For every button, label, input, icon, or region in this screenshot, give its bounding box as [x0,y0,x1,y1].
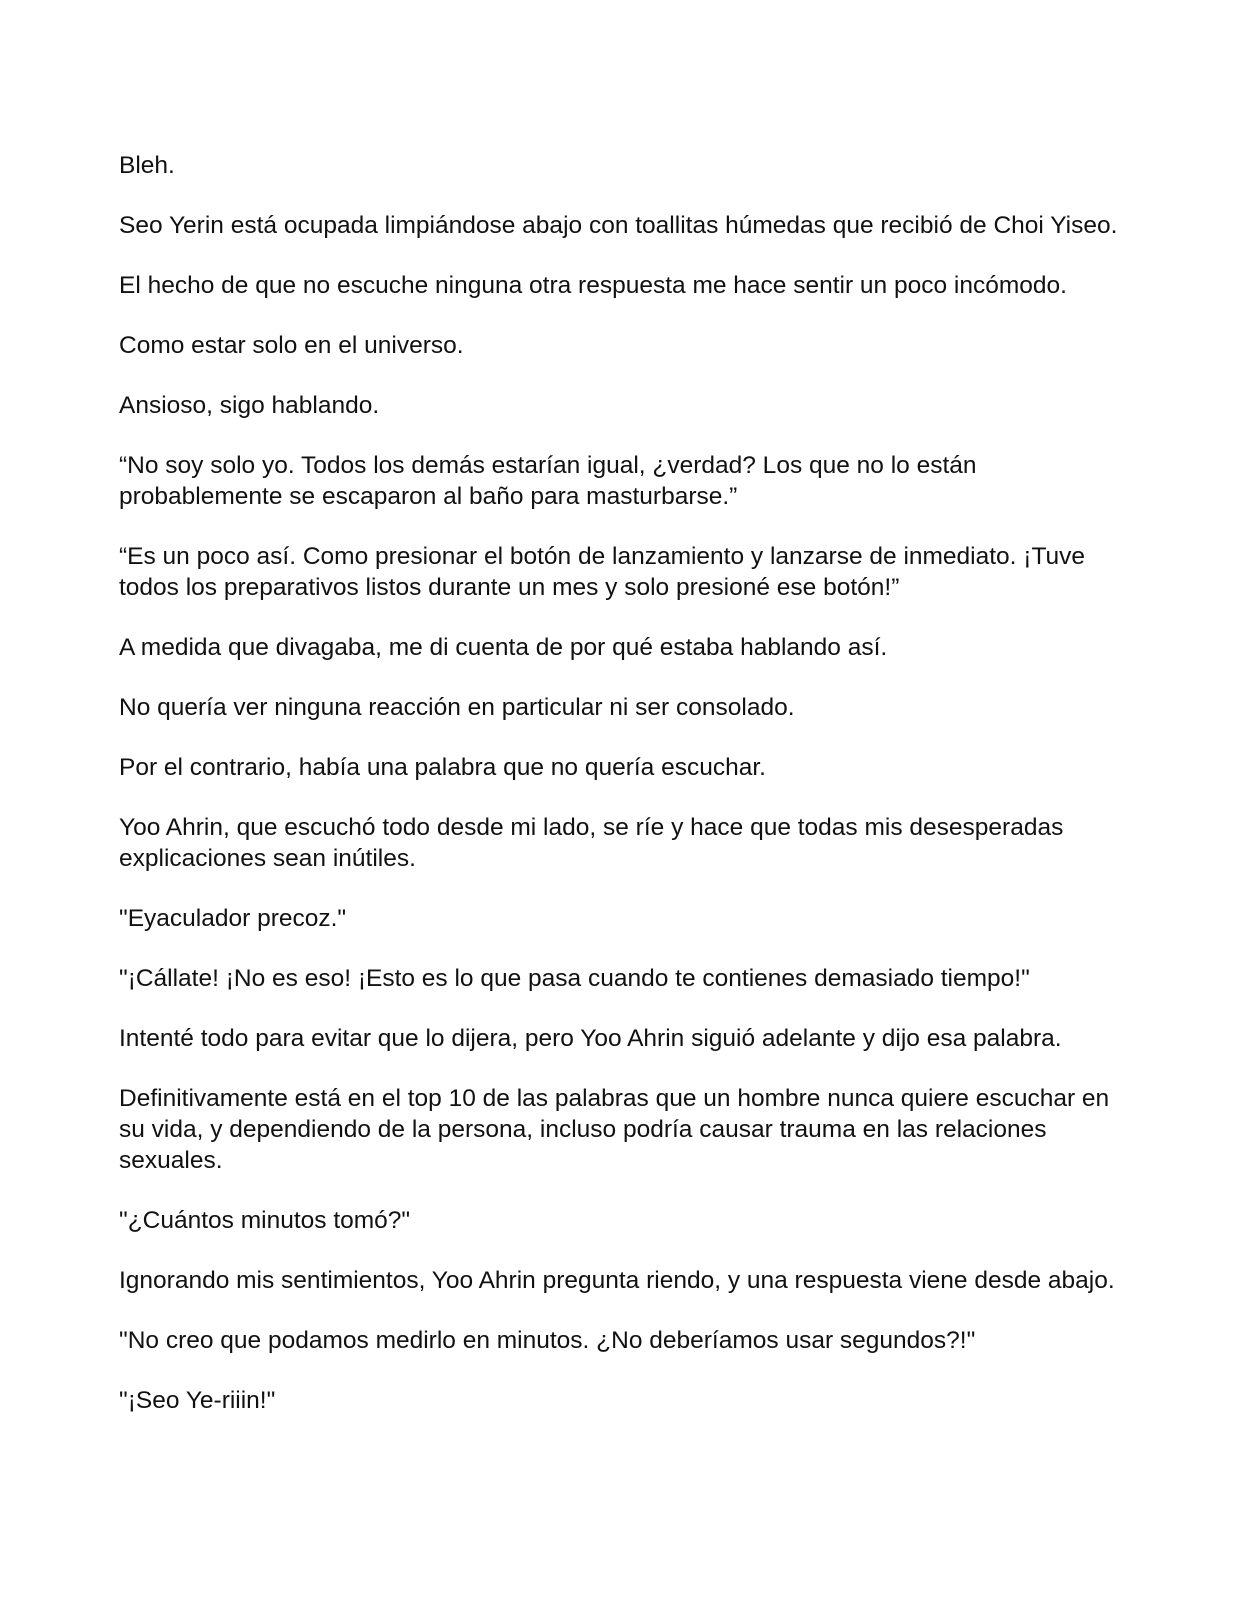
paragraph: Bleh. [119,152,175,179]
paragraph: El hecho de que no escuche ninguna otra respuesta me hace sentir un poco incómodo. [119,272,1067,299]
paragraph: Ignorando mis sentimientos, Yoo Ahrin pregunta riendo, y una respuesta viene desde abajo. [119,1267,1115,1294]
paragraph: Por el contrario, había una palabra que no quería escuchar. [119,754,766,781]
paragraph: Como estar solo en el universo. [119,332,464,359]
paragraph: Yoo Ahrin, que escuchó todo desde mi lado, se ríe y hace que todas mis desesperadas explicaciones sean inútiles. [119,814,1064,872]
paragraph: "No creo que podamos medirlo en minutos. ¿No deberíamos usar segundos?!" [119,1327,976,1354]
paragraph: Seo Yerin está ocupada limpiándose abajo con toallitas húmedas que recibió de Choi Yiseo. [119,212,1118,239]
paragraph: Intenté todo para evitar que lo dijera, pero Yoo Ahrin siguió adelante y dijo esa palabra. [119,1025,1062,1052]
paragraph: “No soy solo yo. Todos los demás estarían igual, ¿verdad? Los que no lo están probablemente se escaparon al baño para masturbarse.” [119,452,977,510]
paragraph: Ansioso, sigo hablando. [119,392,380,419]
paragraph: Definitivamente está en el top 10 de las palabras que un hombre nunca quiere escuchar en su vida, y dependiendo de la persona, incluso podría causar trauma en las relaciones sexuales. [119,1085,1110,1174]
paragraph: A medida que divagaba, me di cuenta de por qué estaba hablando así. [119,634,888,661]
paragraph: No quería ver ninguna reacción en particular ni ser consolado. [119,694,795,721]
document-body [119,150,1119,1445]
paragraph: "¡Seo Ye-riiin!" [119,1387,276,1414]
paragraph: "¡Cállate! ¡No es eso! ¡Esto es lo que pasa cuando te contienes demasiado tiempo!" [119,965,1030,992]
paragraph: "¿Cuántos minutos tomó?" [119,1207,411,1234]
paragraph: "Eyaculador precoz." [119,905,347,932]
paragraph: “Es un poco así. Como presionar el botón de lanzamiento y lanzarse de inmediato. ¡Tuve todos los preparativos listos durante un mes y solo presioné ese botón!” [119,543,1086,601]
